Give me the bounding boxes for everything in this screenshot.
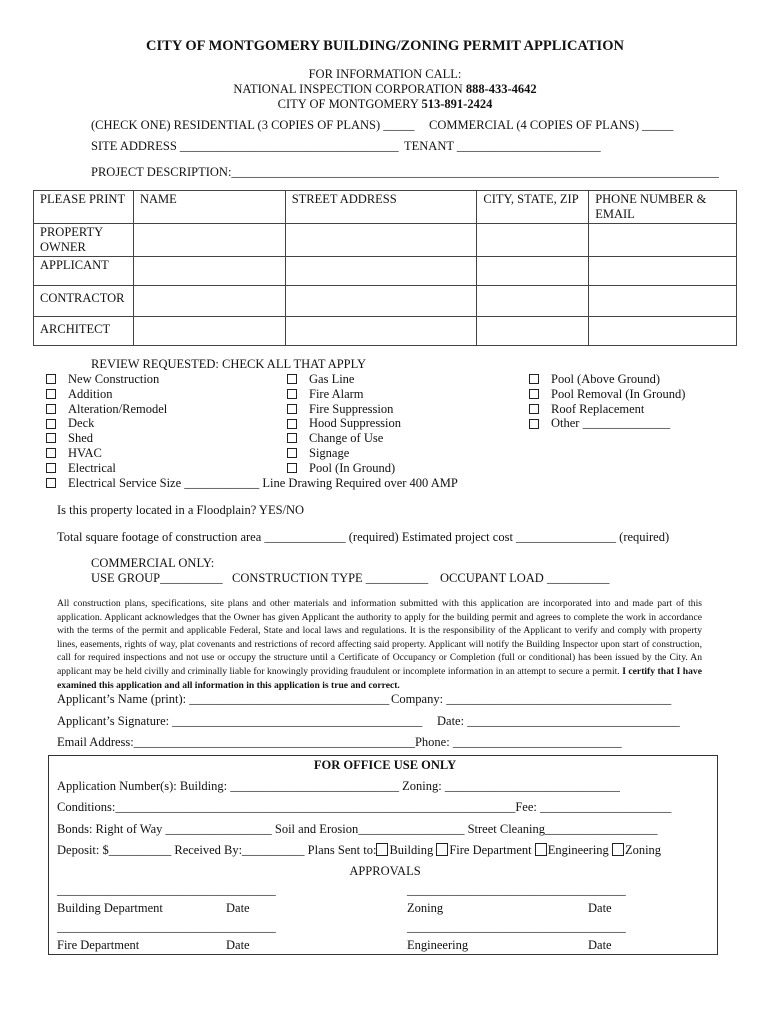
- deposit-label[interactable]: Deposit: $__________ Received By:__________ Plans Sent to:: [57, 843, 377, 857]
- cell-input[interactable]: [133, 286, 285, 317]
- checkbox-item[interactable]: [287, 416, 401, 431]
- checkbox[interactable]: [529, 374, 539, 384]
- checkbox[interactable]: [612, 843, 624, 856]
- checkbox-label: Hood Suppression: [309, 416, 402, 431]
- checkbox-item[interactable]: [529, 416, 685, 431]
- nic-phone: 888-433-4642: [465, 82, 537, 96]
- office-use-heading: FOR OFFICE USE ONLY: [313, 758, 457, 772]
- checkbox-label: Shed: [68, 431, 93, 446]
- header-city-state-zip: CITY, STATE, ZIP: [477, 191, 589, 224]
- checkbox[interactable]: [46, 404, 56, 414]
- square-footage-line[interactable]: Total square footage of construction area _____________ (required) Estimated project cost ________________ (required): [57, 530, 670, 544]
- checkbox-item[interactable]: [287, 446, 401, 461]
- row-label-property-owner: PROPERTY OWNER: [34, 224, 134, 257]
- application-number-field[interactable]: Application Number(s): Building: ___________________________ Zoning: ____________________________: [57, 779, 620, 793]
- engineering-label: Engineering: [407, 938, 469, 952]
- signature-line[interactable]: ___________________________________: [57, 920, 276, 934]
- checkbox[interactable]: [535, 843, 547, 856]
- cell-input[interactable]: [133, 317, 285, 346]
- checkbox-label: Fire Alarm: [309, 386, 364, 401]
- applicant-name-field[interactable]: Applicant’s Name (print): ________________________________: [57, 692, 390, 706]
- commercial-line[interactable]: COMMERCIAL (4 COPIES OF PLANS) _____: [429, 118, 674, 132]
- checkbox-item[interactable]: [287, 372, 401, 387]
- info-call-label: FOR INFORMATION CALL:: [308, 67, 462, 81]
- certification-statement: I certify that I have examined this application and all information in this application is true and correct.: [57, 665, 702, 691]
- header-please-print: PLEASE PRINT: [34, 191, 134, 224]
- checkbox[interactable]: [287, 404, 297, 414]
- cell-input[interactable]: [589, 257, 737, 286]
- review-col-3: [529, 372, 685, 431]
- city-label: CITY OF MONTGOMERY: [277, 97, 422, 111]
- company-field[interactable]: Company: ____________________________________: [391, 692, 672, 706]
- cell-input[interactable]: [589, 286, 737, 317]
- project-description-field[interactable]: PROJECT DESCRIPTION:______________________________________________________________________________: [91, 165, 719, 179]
- certification-text: All construction plans, specifications, site plans and other materials and information submitted with this application are incorporated into and made part of this application. Applicant acknowledges that the Owner has given Applicant the authority to apply for the building permit and agrees to complete the work in accordance with the terms of the permit and applicable Federal, State and local laws and regulations. It is the responsibility of the Applicant to verify and comply with property lines, easements, rights of way, plat covenants and restrictions of record affecting said property. Applicant will notify the Building Inspector upon start of construction, call for required inspections and not use or occupy the structure until a Certificate of Occupancy or Completion (full or conditional) has been issued by the City. An applicant may be held civilly and criminally liable for knowingly providing fraudulent or incomplete information in an attempt to secure a permit.: [57, 598, 702, 677]
- page-title: CITY OF MONTGOMERY BUILDING/ZONING PERMIT APPLICATION: [146, 38, 624, 54]
- review-col-2: [287, 372, 401, 476]
- cell-input[interactable]: [285, 257, 477, 286]
- checkbox-label: Addition: [68, 386, 113, 401]
- signature-line[interactable]: ___________________________________: [407, 883, 626, 897]
- residential-line[interactable]: (CHECK ONE) RESIDENTIAL (3 COPIES OF PLANS) _____: [91, 118, 415, 132]
- checkbox-label: Pool (In Ground): [309, 460, 396, 475]
- checkbox[interactable]: [287, 389, 297, 399]
- checkbox[interactable]: [46, 389, 56, 399]
- sent-to-fire: Fire Department: [449, 843, 532, 857]
- building-dept-date-label: Date: [226, 901, 250, 915]
- checkbox[interactable]: [46, 433, 56, 443]
- checkbox-label: Alteration/Remodel: [68, 401, 168, 416]
- nic-contact: [0, 82, 770, 97]
- bonds-field[interactable]: Bonds: Right of Way _________________ Soil and Erosion_________________ Street Cleaning__________________: [57, 822, 658, 836]
- cell-input[interactable]: [285, 317, 477, 346]
- cell-input[interactable]: [477, 257, 589, 286]
- checkbox-label: Roof Replacement: [551, 401, 645, 416]
- checkbox[interactable]: [529, 404, 539, 414]
- checkbox-label: HVAC: [68, 445, 102, 460]
- zoning-date-label: Date: [588, 901, 612, 915]
- signature-line[interactable]: ___________________________________: [407, 920, 626, 934]
- checkbox-label: New Construction: [68, 372, 160, 386]
- applicant-signature-field[interactable]: Applicant’s Signature: ________________________________________: [57, 714, 423, 728]
- row-label-applicant: APPLICANT: [34, 257, 134, 286]
- signature-line[interactable]: ___________________________________: [57, 883, 276, 897]
- checkbox[interactable]: [529, 419, 539, 429]
- contact-table: [33, 190, 737, 346]
- sent-to-zoning: Zoning: [624, 843, 662, 857]
- checkbox[interactable]: [287, 433, 297, 443]
- checkbox-label: Other ______________: [551, 416, 671, 431]
- checkbox-label: Deck: [68, 416, 95, 431]
- cell-input[interactable]: [285, 224, 477, 257]
- floodplain-question[interactable]: Is this property located in a Floodplain? YES/NO: [57, 503, 305, 517]
- checkbox[interactable]: [46, 374, 56, 384]
- city-phone: 513-891-2424: [421, 97, 493, 111]
- use-group-field[interactable]: USE GROUP__________: [91, 571, 223, 585]
- checkbox[interactable]: [46, 463, 56, 473]
- construction-type-field[interactable]: CONSTRUCTION TYPE __________: [232, 571, 429, 585]
- checkbox[interactable]: [529, 389, 539, 399]
- sent-to-engineering: Engineering: [547, 843, 609, 857]
- review-heading: REVIEW REQUESTED: CHECK ALL THAT APPLY: [91, 357, 367, 371]
- fire-dept-label: Fire Department: [57, 938, 140, 952]
- site-address-field[interactable]: SITE ADDRESS ___________________________________: [91, 139, 399, 153]
- checkbox-label: Gas Line: [309, 372, 355, 386]
- building-dept-label: Building Department: [57, 901, 163, 915]
- checkbox-item[interactable]: [46, 476, 458, 491]
- checkbox-label: Signage: [309, 445, 350, 460]
- checkbox-label: Fire Suppression: [309, 401, 394, 416]
- checkbox-label: Electrical: [68, 460, 116, 475]
- commercial-only-heading: COMMERCIAL ONLY:: [91, 556, 215, 570]
- certification-paragraph: [57, 597, 702, 692]
- checkbox[interactable]: [287, 374, 297, 384]
- cell-input[interactable]: [589, 224, 737, 257]
- date-field[interactable]: Date: __________________________________: [437, 714, 680, 728]
- checkbox[interactable]: [287, 463, 297, 473]
- deposit-line: [57, 843, 661, 858]
- occupant-load-field[interactable]: OCCUPANT LOAD __________: [440, 571, 610, 585]
- checkbox-item[interactable]: [287, 387, 401, 402]
- fire-dept-date-label: Date: [226, 938, 250, 952]
- nic-label: NATIONAL INSPECTION CORPORATION: [233, 82, 466, 96]
- sent-to-building: Building: [389, 843, 434, 857]
- checkbox[interactable]: [46, 448, 56, 458]
- city-contact: [0, 97, 770, 112]
- approvals-heading: APPROVALS: [349, 864, 421, 878]
- checkbox-item[interactable]: [287, 431, 401, 446]
- checkbox-item[interactable]: [529, 387, 685, 402]
- checkbox[interactable]: [46, 419, 56, 429]
- cell-input[interactable]: [477, 286, 589, 317]
- header-street-address: STREET ADDRESS: [285, 191, 477, 224]
- checkbox-item[interactable]: [287, 461, 401, 476]
- checkbox[interactable]: [287, 448, 297, 458]
- header-phone-email: PHONE NUMBER & EMAIL: [589, 191, 737, 224]
- email-phone-field[interactable]: Email Address:_____________________________________________Phone: ___________________________: [57, 735, 622, 749]
- checkbox[interactable]: [376, 843, 388, 856]
- cell-input[interactable]: [477, 224, 589, 257]
- cell-input[interactable]: [589, 317, 737, 346]
- checkbox-label: Change of Use: [309, 431, 384, 446]
- header-name: NAME: [133, 191, 285, 224]
- checkbox-label: Electrical Service Size ____________ Line Drawing Required over 400 AMP: [68, 475, 458, 490]
- checkbox-label: Pool (Above Ground): [551, 372, 661, 386]
- row-label-contractor: CONTRACTOR: [34, 286, 134, 317]
- checkbox[interactable]: [46, 478, 56, 488]
- row-label-architect: ARCHITECT: [34, 317, 134, 346]
- cell-input[interactable]: [285, 286, 477, 317]
- checkbox-item[interactable]: [529, 402, 685, 417]
- checkbox-item[interactable]: [287, 402, 401, 417]
- cell-input[interactable]: [133, 257, 285, 286]
- tenant-field[interactable]: TENANT _______________________: [404, 139, 601, 153]
- zoning-label: Zoning: [407, 901, 444, 915]
- checkbox[interactable]: [287, 419, 297, 429]
- engineering-date-label: Date: [588, 938, 612, 952]
- checkbox-item[interactable]: [529, 372, 685, 387]
- conditions-fee-field[interactable]: Conditions:________________________________________________________________Fee: _____________________: [57, 800, 672, 814]
- checkbox[interactable]: [436, 843, 448, 856]
- cell-input[interactable]: [477, 317, 589, 346]
- cell-input[interactable]: [133, 224, 285, 257]
- checkbox-label: Pool Removal (In Ground): [551, 386, 686, 401]
